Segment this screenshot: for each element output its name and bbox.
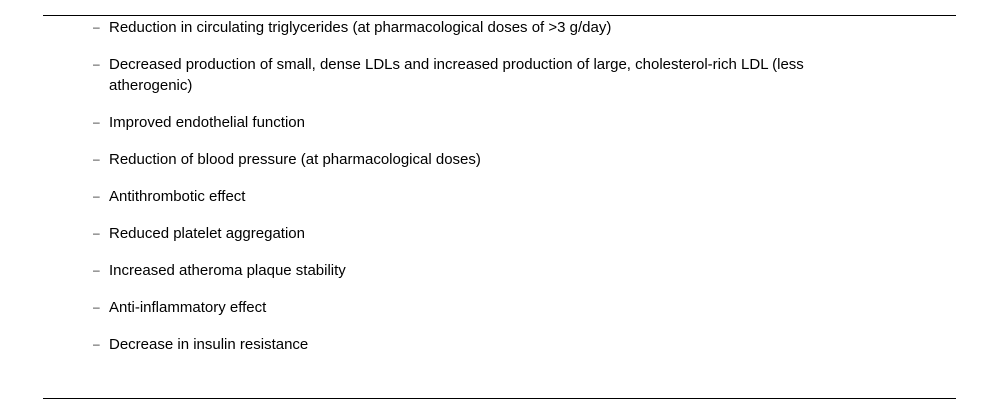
list-item bbox=[0, 149, 1000, 170]
list-item bbox=[0, 297, 1000, 318]
list-item-text: Increased atheroma plaque stability bbox=[109, 262, 346, 279]
list-item-text: Anti-inflammatory effect bbox=[109, 299, 267, 316]
list-item bbox=[0, 112, 1000, 133]
effects-list bbox=[0, 17, 1000, 371]
dash-bullet: – bbox=[93, 263, 100, 277]
list-item-text: Reduction of blood pressure (at pharmacological doses) bbox=[109, 151, 481, 168]
dash-bullet: – bbox=[93, 300, 100, 314]
list-item bbox=[0, 223, 1000, 244]
list-item-text: Improved endothelial function bbox=[109, 114, 305, 131]
dash-bullet: – bbox=[93, 152, 100, 166]
list-item bbox=[0, 54, 1000, 96]
list-item bbox=[0, 260, 1000, 281]
list-item bbox=[0, 186, 1000, 207]
list-item-text: Reduction in circulating triglycerides (at pharmacological doses of >3 g/day) bbox=[109, 19, 612, 36]
list-item-text: Antithrombotic effect bbox=[109, 188, 246, 205]
list-item-text: Decreased production of small, dense LDLs and increased production of large, cholesterol-rich LDL (less atherogenic) bbox=[109, 56, 804, 94]
list-item bbox=[0, 334, 1000, 355]
dash-bullet: – bbox=[93, 57, 100, 71]
dash-bullet: – bbox=[93, 115, 100, 129]
dash-bullet: – bbox=[93, 189, 100, 203]
dash-bullet: – bbox=[93, 20, 100, 34]
list-item bbox=[0, 17, 1000, 38]
dash-bullet: – bbox=[93, 226, 100, 240]
dash-bullet: – bbox=[93, 337, 100, 351]
list-item-text: Decrease in insulin resistance bbox=[109, 336, 309, 353]
list-item-text: Reduced platelet aggregation bbox=[109, 225, 305, 242]
top-rule bbox=[43, 15, 956, 16]
bottom-rule bbox=[43, 398, 956, 399]
